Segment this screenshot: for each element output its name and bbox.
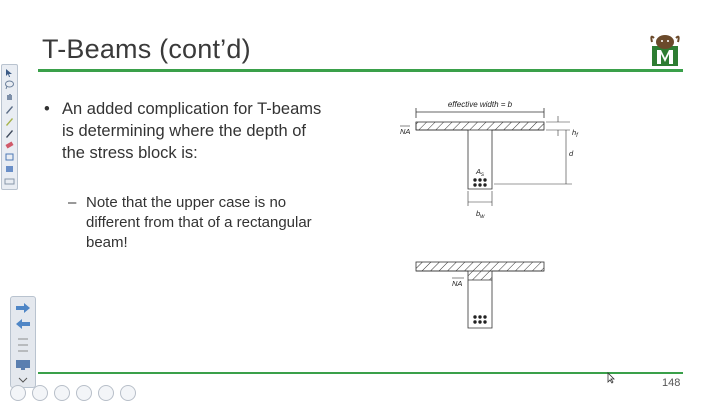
na-label-lower: NA <box>452 279 463 288</box>
text-icon[interactable] <box>4 164 15 174</box>
title-rule <box>38 69 683 72</box>
bullet-text: An added complication for T-beams is determining where the depth of the stress block is: <box>62 100 322 162</box>
shape-icon[interactable] <box>4 152 15 162</box>
tbeam-diagram <box>380 92 580 337</box>
settings-icon[interactable] <box>120 385 136 401</box>
effective-width-label: effective width = b <box>447 100 513 109</box>
hf-label: $h_f$ <box>572 128 578 139</box>
rebar-lower <box>473 315 486 323</box>
keyboard-icon[interactable] <box>4 176 15 186</box>
page-number: 148 <box>662 377 681 389</box>
forward-icon[interactable] <box>15 303 31 313</box>
bottom-toolbar <box>10 385 136 401</box>
pointer-icon[interactable] <box>4 68 15 78</box>
footer-rule <box>38 372 683 374</box>
copy-icon[interactable] <box>54 385 70 401</box>
eraser-icon[interactable] <box>4 140 15 150</box>
monitor-icon[interactable] <box>15 359 31 371</box>
navigation-panel <box>10 296 36 388</box>
undo-icon[interactable] <box>10 385 26 401</box>
back-icon[interactable] <box>15 319 31 329</box>
pen-icon[interactable] <box>4 104 15 114</box>
tbeam-lower <box>416 262 544 328</box>
slide-title: T-Beams (cont’d) <box>42 34 251 64</box>
bullet-marker: • <box>44 100 50 118</box>
highlighter-icon[interactable] <box>4 128 15 138</box>
annotation-toolbar <box>1 64 18 190</box>
marshall-logo <box>646 32 684 68</box>
tbeam-upper <box>400 100 579 220</box>
na-label-upper: NA <box>400 127 411 136</box>
lasso-icon[interactable] <box>4 80 15 90</box>
pan-icon[interactable] <box>4 92 15 102</box>
subbullet-text: Note that the upper case is no different from that of a rectangular beam! <box>86 194 312 251</box>
page-count-icon <box>15 335 31 355</box>
mouse-cursor-icon <box>607 372 616 384</box>
zoom-icon[interactable] <box>76 385 92 401</box>
chevron-down-icon[interactable] <box>18 377 28 383</box>
d-label: d <box>569 149 574 158</box>
subbullet-marker: – <box>68 194 77 211</box>
bw-label: $b_w$ <box>476 209 485 220</box>
redo-icon[interactable] <box>32 385 48 401</box>
rebar-upper <box>473 178 486 186</box>
zoom-out-icon[interactable] <box>98 385 114 401</box>
pen-icon[interactable] <box>4 116 15 126</box>
as-label: $A_s$ <box>476 167 485 178</box>
